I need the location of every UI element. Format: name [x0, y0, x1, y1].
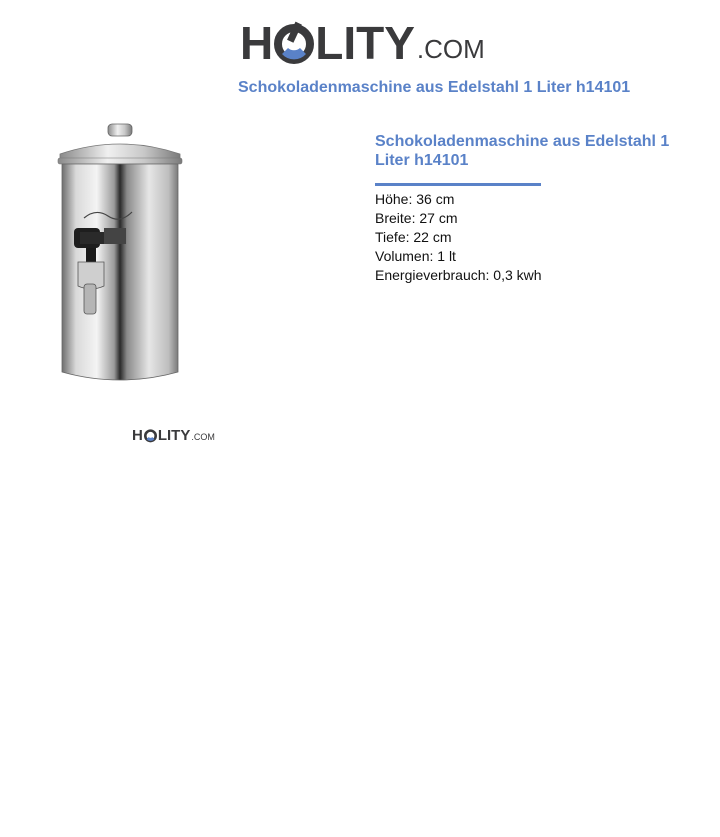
spec-energy: Energieverbrauch: 0,3 kwh: [375, 267, 542, 283]
product-detail: [375, 132, 675, 285]
product-detail-title: Schokoladenmaschine aus Edelstahl 1 Liter h14101: [375, 133, 670, 169]
watermark-letter-h: H: [132, 427, 143, 444]
watermark-dotcom: .COM: [191, 432, 215, 442]
spec-width: Breite: 27 cm: [375, 210, 458, 226]
spec-volume: Volumen: 1 lt: [375, 248, 456, 264]
logo-letters: LITY: [315, 17, 415, 69]
holity-logo[interactable]: [240, 14, 485, 69]
spec-depth: Tiefe: 22 cm: [375, 229, 452, 245]
spec-list: [375, 190, 675, 285]
logo-dotcom: .COM: [416, 34, 485, 64]
logo-letter-h: H: [240, 17, 274, 69]
page-title: Schokoladenmaschine aus Edelstahl 1 Liter h14101: [238, 79, 631, 96]
watermark-letters: LITY: [157, 427, 191, 444]
spec-height: Höhe: 36 cm: [375, 191, 455, 207]
chocolate-dispenser-image: [50, 120, 190, 390]
title-divider: [375, 183, 541, 186]
logo-o-icon: [274, 20, 314, 66]
holity-watermark-logo: [132, 427, 215, 443]
watermark-o-icon: [144, 428, 157, 443]
